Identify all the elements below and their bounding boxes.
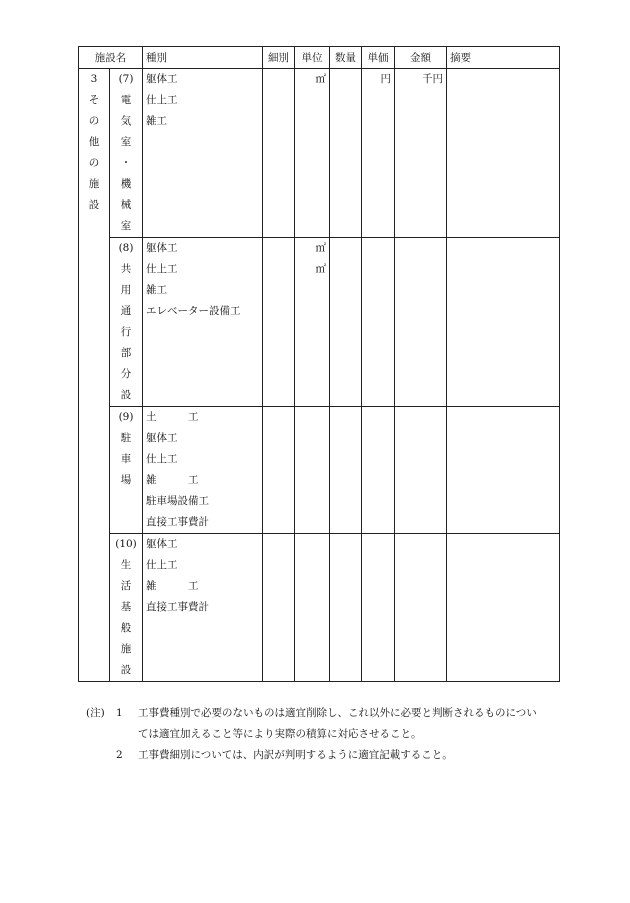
detail-cell [263, 407, 295, 534]
unit-price-cell [362, 407, 395, 534]
section-name-char: 室 [120, 136, 132, 148]
header-quantity: 数量 [330, 47, 362, 69]
unit-cell [295, 534, 330, 682]
section-name-char: 場 [120, 474, 132, 486]
unit-price-cell [362, 534, 395, 682]
notes-mark: (注) [86, 707, 105, 719]
section-name-char: 機 [120, 178, 132, 190]
group-name-char: の [88, 115, 100, 127]
group-name-cell [79, 69, 110, 682]
unit-value: ㎡ [315, 242, 326, 254]
work-item: エレベーター設備工 [146, 305, 241, 317]
work-item: 躯体工 [146, 432, 178, 444]
work-item: 仕上工 [146, 94, 178, 106]
detail-cell [263, 534, 295, 682]
table-row [79, 534, 560, 682]
section-items-cell [143, 238, 263, 407]
group-name-char: 設 [88, 199, 100, 211]
work-item: 雑 工 [146, 474, 199, 486]
remarks-cell [447, 238, 560, 407]
table-row [79, 69, 560, 238]
section-items-cell [143, 407, 263, 534]
table-row [79, 238, 560, 407]
section-name-char: 設 [120, 389, 132, 401]
unit-value: ㎡ [315, 263, 326, 275]
amount-cell [395, 407, 447, 534]
work-item: 躯体工 [146, 73, 178, 85]
header-facility: 施設名 [79, 47, 143, 69]
section-name-char: 設 [120, 664, 132, 676]
section-number: (7) [118, 73, 134, 85]
section-number: (10) [115, 538, 137, 550]
section-name-char: 気 [120, 115, 132, 127]
work-item: 仕上工 [146, 559, 178, 571]
section-name-char: 般 [120, 622, 132, 634]
remarks-cell [447, 534, 560, 682]
quantity-cell [330, 534, 362, 682]
section-name-char: 活 [120, 580, 132, 592]
section-name-char: 行 [120, 326, 132, 338]
section-name-char: 部 [120, 347, 132, 359]
unit-cell [295, 69, 330, 238]
table-row [79, 407, 560, 534]
quantity-cell [330, 238, 362, 407]
group-number: 3 [90, 73, 98, 85]
section-name-char: ・ [120, 157, 132, 169]
table-header-row [79, 47, 560, 69]
unit-value: ㎡ [315, 73, 326, 85]
group-name-char: 他 [88, 136, 100, 148]
section-name-char: 車 [120, 453, 132, 465]
work-item: 直接工事費計 [146, 601, 209, 613]
work-item: 仕上工 [146, 263, 178, 275]
section-name-char: 共 [120, 263, 132, 275]
quantity-cell [330, 69, 362, 238]
note-number: 2 [116, 749, 123, 761]
work-item: 駐車場設備工 [146, 495, 209, 507]
section-name-char: 械 [120, 199, 132, 211]
cost-breakdown-table [78, 46, 560, 682]
work-item: 直接工事費計 [146, 516, 209, 528]
section-name-char: 分 [120, 368, 132, 380]
section-name-char: 施 [120, 643, 132, 655]
section-name-char: 室 [120, 220, 132, 232]
notes [86, 703, 566, 766]
work-item: 雑工 [146, 284, 167, 296]
section-number: (9) [118, 411, 134, 423]
work-item: 土 工 [146, 411, 199, 423]
section-name-char: 通 [120, 305, 132, 317]
note-text-continued: ては適宜加えること等により実際の積算に対応させること。 [138, 728, 422, 740]
header-unit: 単位 [295, 47, 330, 69]
header-type: 種別 [143, 47, 263, 69]
section-name-char: 電 [120, 94, 132, 106]
group-name-char: の [88, 157, 100, 169]
section-name-char: 用 [120, 284, 132, 296]
note-item [86, 703, 566, 724]
header-remarks: 摘要 [447, 47, 560, 69]
work-item: 躯体工 [146, 242, 178, 254]
header-detail: 細別 [263, 47, 295, 69]
group-name-char: そ [88, 94, 100, 106]
detail-cell [263, 69, 295, 238]
note-text: 工事費種別で必要のないものは適宜削除し、これ以外に必要と判断されるものについ [138, 707, 537, 719]
work-item: 仕上工 [146, 453, 178, 465]
unit-price-label: 円 [380, 73, 391, 85]
section-number: (8) [118, 242, 134, 254]
note-text: 工事費細別については、内訳が判明するように適宜記載すること。 [138, 749, 453, 761]
work-item: 雑 工 [146, 580, 199, 592]
section-name-cell [110, 534, 143, 682]
amount-label: 千円 [422, 73, 443, 85]
group-name-char: 施 [88, 178, 100, 190]
remarks-cell [447, 69, 560, 238]
section-items-cell [143, 69, 263, 238]
header-amount: 金額 [395, 47, 447, 69]
detail-cell [263, 238, 295, 407]
work-item: 雑工 [146, 115, 167, 127]
section-name-cell [110, 407, 143, 534]
section-items-cell [143, 534, 263, 682]
section-name-cell [110, 238, 143, 407]
amount-cell [395, 238, 447, 407]
amount-cell [395, 69, 447, 238]
section-name-cell [110, 69, 143, 238]
section-name-char: 駐 [120, 432, 132, 444]
unit-price-cell [362, 69, 395, 238]
note-number: 1 [116, 707, 123, 719]
remarks-cell [447, 407, 560, 534]
quantity-cell [330, 407, 362, 534]
unit-cell [295, 407, 330, 534]
amount-cell [395, 534, 447, 682]
unit-price-cell [362, 238, 395, 407]
unit-cell [295, 238, 330, 407]
section-name-char: 基 [120, 601, 132, 613]
work-item: 躯体工 [146, 538, 178, 550]
section-name-char: 生 [120, 559, 132, 571]
note-item [86, 745, 566, 766]
header-unit-price: 単価 [362, 47, 395, 69]
